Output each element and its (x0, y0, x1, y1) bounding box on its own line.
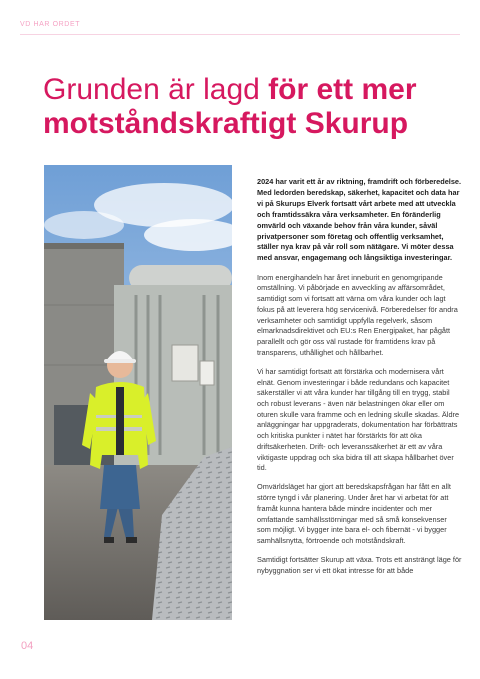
page-number: 04 (21, 640, 34, 652)
title-part-light: Grunden är lagd (43, 73, 269, 106)
top-divider (20, 34, 460, 35)
body-paragraph-3: Omvärldsläget har gjort att beredskapsfrågan har fått en allt större tyngd i vår planering. Under året har vi arbetat för att framåt kunna hantera både mindre incidenter och mer omfattande samhällsstörningar med så små konsekvenser som möjligt. Vi bygger inte bara el- och fibernät - vi bygger samhällsnytta, förtroende och motståndskraft. (257, 482, 451, 545)
body-paragraph-4: Samtidigt fortsätter Skurup att växa. Trots ett ansträngt läge för nybyggnation ser vi ett ökat intresse för att både (257, 555, 462, 575)
page-title (43, 73, 463, 141)
lead-paragraph: 2024 har varit ett år av riktning, framdrift och förberedelse. Med ledorden beredskap, säkerhet, kapacitet och data har vi på Skurups Elverk fortsatt vårt arbete med att utveckla och framtidssäkra våra verksamheter. En föränderlig omvärld och växande behov från våra kunder, såväl privatpersoner som företag och offentlig verksamhet, ställer nya krav på vår roll som nätägare. Vi möter dessa med ansvar, engagemang och långsiktiga investeringar. (257, 177, 462, 263)
body-paragraph-1: Inom energihandeln har året inneburit en genomgripande omställning. Vi påbörjade en avveckling av affärsområdet, samtidigt som vi fortsatt att värna om våra kunder och lagt fokus på att leverera hög servicenivå. Förberedelser för andra verksamheter och samtidigt uppfylla regelverk, såsom elmarknadsdirektivet och EU:s Ren Energipaket, har pågått parallellt och gör oss väl rustade för framtidens krav på transparens, uthållighet och hållbarhet. (257, 272, 458, 357)
photo-person-at-substation-icon (44, 165, 232, 620)
section-label: VD HAR ORDET (20, 21, 81, 28)
title-part-bold-2: motståndskraftigt Skurup (43, 107, 409, 140)
body-paragraph-2: Vi har samtidigt fortsatt att förstärka och modernisera vårt elnät. Genom investeringar i både redundans och kapacitet säkerställer vi att våra kunder har tillgång till en trygg, stabil och robust leverans - även när belastningen ökar eller om oturen skulle vara framme och en ledning skulle skadas. Äldre anläggningar har uppgraderats, dokumentation har förbättrats och kritiska punkter i nätet har förstärkts för att öka driftsäkerheten. Drift- och leveranssäkerhet är ett av våra viktigaste uppdrag och ska bidra till att skapa hållbarhet över tid. (257, 366, 460, 473)
ceo-photo (44, 165, 232, 620)
title-part-bold-1: för ett mer (268, 73, 417, 106)
article-body (257, 177, 462, 585)
